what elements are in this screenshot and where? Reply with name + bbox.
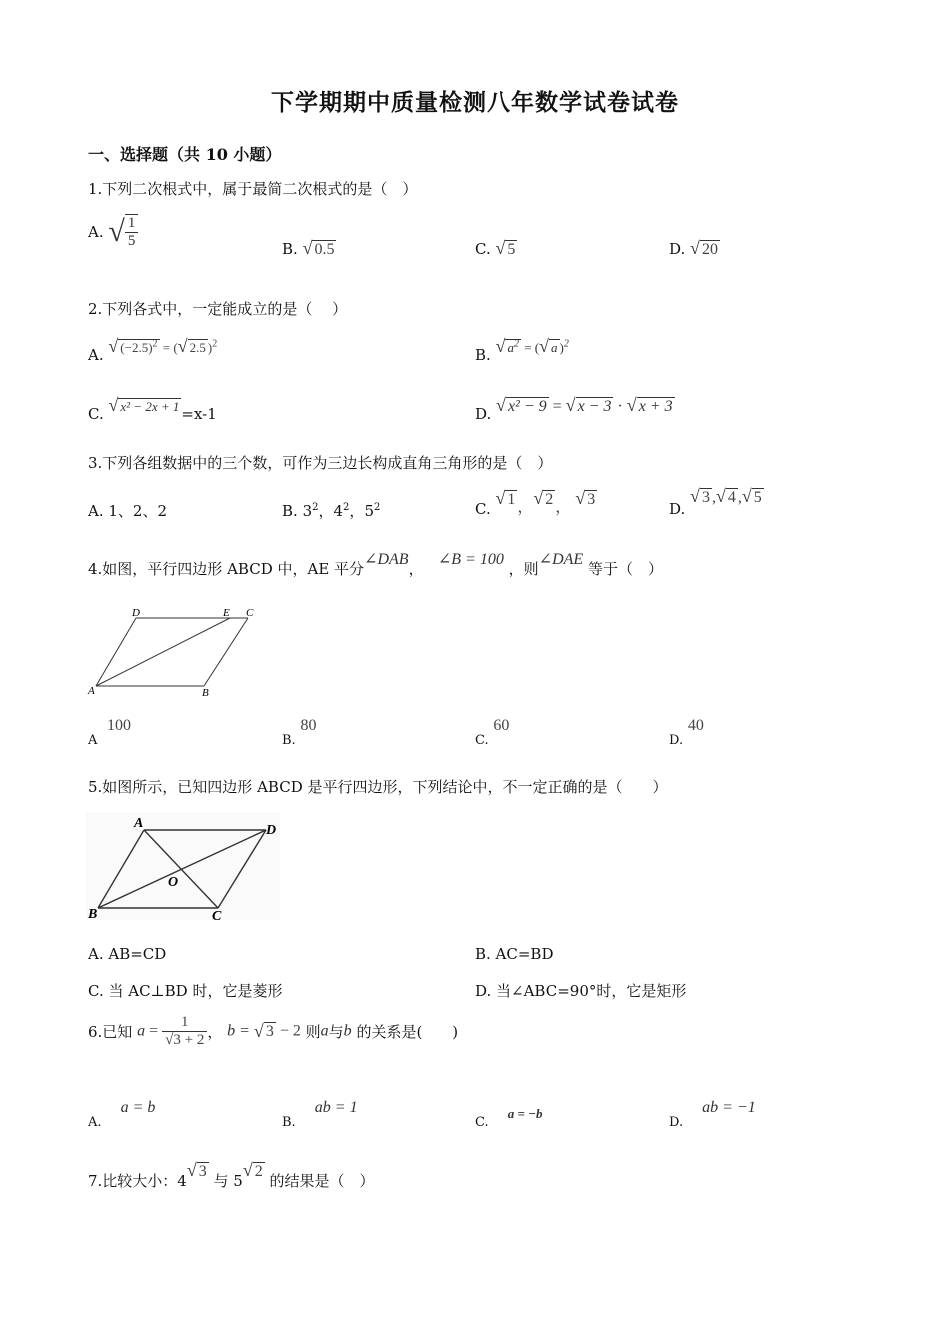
q6-b-expr: b =: [227, 1022, 254, 1040]
q6-b-option-expr: ab = 1: [314, 1099, 358, 1116]
option-label: D.: [669, 1115, 684, 1130]
q7-root-2: 2: [254, 1163, 263, 1180]
q3-c-sep1: ，: [517, 499, 534, 516]
q6-option-b[interactable]: [282, 1098, 358, 1130]
option-label: D.: [669, 240, 686, 258]
q6-frac-num: 1: [162, 1014, 207, 1032]
q4-label-a: A: [88, 685, 95, 697]
q2-option-a[interactable]: A. √ $(-2.5)^2$ = (√ 2.5 )$^2$: [88, 336, 218, 364]
option-label: B.: [282, 240, 298, 258]
q4-option-a[interactable]: [88, 716, 131, 748]
q6-stem-a: 6.已知: [88, 1023, 133, 1041]
q3-option-d[interactable]: D. √ 3 ,√ 4 ,√ 5: [669, 486, 762, 518]
q2-d-r1: x − 3: [577, 398, 612, 415]
q5-parallelogram-figure: [86, 812, 282, 922]
q1-option-c[interactable]: C. √ 5: [475, 238, 516, 258]
q1-b-value: 0.5: [314, 241, 335, 258]
q2-c-tail: =x-1: [181, 405, 217, 423]
q1-option-a[interactable]: A. √ $\frac{1}{5}$: [88, 214, 138, 250]
q4-parallelogram-figure: [84, 600, 264, 700]
q2-b-close: ): [559, 340, 564, 355]
q6-stem-d: 的关系是( ): [356, 1023, 459, 1041]
q4-label-b: B: [202, 687, 209, 699]
q2-d-dot: ·: [613, 398, 627, 415]
option-label: A.: [88, 346, 104, 364]
q7-stem-a: 7.比较大小：4: [88, 1172, 187, 1190]
q2-d-eq: =: [548, 398, 566, 415]
q5-label-o: O: [168, 875, 179, 890]
q4-angle-dab: ∠DAB: [364, 551, 409, 568]
q2-b-left: a: [507, 340, 514, 355]
option-label: D.: [669, 500, 686, 518]
q3-option-b[interactable]: B. $3^2$，$4^2$，$5^2$: [282, 502, 381, 520]
q4-stem-a: 4.如图，平行四边形 ABCD 中，AE 平分: [88, 560, 365, 578]
q2-stem: 2.下列各式中，一定能成立的是（ ）: [88, 300, 348, 318]
q6-option-a[interactable]: [88, 1098, 155, 1130]
q2-b-eq: = (: [520, 340, 540, 355]
q5-option-b[interactable]: B. AC=BD: [475, 945, 554, 963]
q4-angle-dae: ∠DAE: [538, 551, 584, 568]
q4-comma: ，: [408, 560, 424, 578]
q6-c-expr: a = −b: [507, 1106, 543, 1121]
q4-option-b[interactable]: [282, 716, 316, 748]
q6-var-a2: a: [320, 1022, 329, 1040]
q3-b-sep2: ，: [349, 502, 365, 520]
q3-d-1: 3: [701, 489, 710, 506]
q4-stem-b: ，则: [508, 560, 539, 578]
q3-b-3: 5: [364, 502, 374, 520]
q4-stem: [88, 549, 663, 579]
q6-frac-den: 3 + 2: [173, 1032, 205, 1048]
q1-c-value: 5: [507, 241, 516, 258]
q6-option-c[interactable]: [475, 1098, 543, 1130]
q3-b-1: 3: [302, 502, 313, 520]
q7-stem-b: 与 5: [213, 1172, 243, 1190]
q6-option-d[interactable]: [669, 1098, 756, 1130]
q5-label-d: D: [266, 823, 277, 838]
q3-b-2: 4: [333, 502, 344, 520]
q3-option-c[interactable]: C. √ 1 ，√ 2 ， √ 3: [475, 488, 596, 518]
q1-d-value: 20: [701, 241, 718, 258]
option-label: A.: [88, 223, 104, 241]
q6-comma: ，: [207, 1023, 223, 1041]
option-label: D.: [669, 733, 684, 748]
q3-c-2: 2: [545, 491, 554, 508]
page-title: 下学期期中质量检测八年数学试卷试卷: [271, 89, 679, 116]
q3-d-3: 5: [753, 489, 762, 506]
q4-a-value: 100: [106, 717, 131, 734]
option-label: B.: [282, 733, 296, 748]
q7-stem: 7.比较大小：4√ 3 与 5√ 2 的结果是（ ）: [88, 1160, 375, 1190]
q5-stem: 5.如图所示，已知四边形 ABCD 是平行四边形，下列结论中，不一定正确的是（ ）: [88, 778, 668, 796]
q6-var-a: a: [137, 1022, 146, 1040]
q6-b-tail: − 2: [275, 1022, 301, 1040]
q7-stem-c: 的结果是（ ）: [269, 1172, 375, 1190]
option-label: C.: [475, 733, 489, 748]
q2-option-c[interactable]: C. √ x² − 2x + 1 =x-1: [88, 395, 217, 423]
q4-d-value: 40: [687, 717, 704, 734]
option-label: D.: [475, 405, 492, 423]
q4-stem-c: 等于（ ）: [587, 560, 663, 578]
q3-d-sep1: ,: [711, 489, 716, 506]
q4-option-c[interactable]: [475, 716, 509, 748]
q6-stem: 6.已知 a = $\frac{1}{√3 + 2}$ ， b = √ 3 − 2 则a与b 的关系是( ): [88, 1014, 459, 1048]
q5-label-b: B: [88, 907, 98, 922]
q6-d-expr: ab = −1: [702, 1099, 756, 1116]
option-label: C.: [475, 240, 491, 258]
q3-option-a[interactable]: A. 1、2、2: [88, 502, 167, 520]
option-label: C.: [475, 1115, 489, 1130]
q2-b-right: a: [551, 340, 558, 355]
q5-option-a[interactable]: A. AB=CD: [88, 945, 167, 963]
q5-option-c[interactable]: C. 当 AC⊥BD 时，它是菱形: [88, 982, 283, 1000]
q6-fraction: $\frac{1}{√3 + 2}$: [162, 1014, 207, 1049]
q6-stem-b: 则: [305, 1023, 321, 1041]
q6-b-root: 3: [265, 1022, 274, 1040]
section-heading: 一、选择题（共 10 小题）: [88, 145, 282, 164]
option-label: B.: [475, 346, 491, 364]
q2-a-left: (−2.5): [120, 340, 153, 355]
q7-root-1: 3: [198, 1163, 207, 1180]
q4-label-e: E: [223, 607, 230, 619]
q2-option-b[interactable]: B. √ $a^2$ = (√ a )$^2$: [475, 336, 569, 364]
option-label: A.: [88, 1115, 102, 1130]
q3-stem: 3.下列各组数据中的三个数，可作为三边长构成直角三角形的是（ ）: [88, 454, 553, 472]
q4-label-d: D: [132, 607, 140, 619]
q3-c-sep2: ，: [555, 499, 572, 516]
q2-d-left: x² − 9: [507, 398, 547, 415]
q4-angle-b: ∠B = 100: [437, 551, 504, 568]
q2-a-eq: = (: [159, 340, 178, 355]
q2-a-right: 2.5: [189, 340, 206, 355]
q4-option-d[interactable]: [669, 716, 704, 748]
q2-option-d[interactable]: D. √ x² − 9 = √ x − 3 · √ x + 3: [475, 395, 673, 423]
option-label: A: [88, 733, 98, 748]
q2-a-close: ): [207, 340, 213, 355]
q1-stem: 1.下列二次根式中，属于最简二次根式的是（ ）: [88, 180, 418, 198]
q5-label-a: A: [134, 816, 144, 831]
q6-eq: =: [145, 1022, 163, 1040]
q4-c-value: 60: [493, 717, 510, 734]
q6-var-b: b: [343, 1022, 352, 1040]
q6-a-expr: a = b: [120, 1099, 156, 1116]
q6-stem-c: 与: [328, 1023, 344, 1041]
q2-c-radicand: x² − 2x + 1: [120, 399, 180, 414]
q5-option-d[interactable]: D. 当∠ABC=90°时，它是矩形: [475, 982, 687, 1000]
q5-figure-bg: [86, 812, 280, 920]
q1-a-numerator: 1: [125, 215, 139, 233]
option-label: B.: [282, 502, 303, 520]
q3-c-3: 3: [587, 491, 596, 508]
q3-d-sep2: ,: [737, 489, 742, 506]
q1-option-b[interactable]: B. √ 0.5: [282, 238, 335, 258]
q3-b-sep1: ，: [318, 502, 334, 520]
q2-d-r2: x + 3: [638, 398, 673, 415]
option-label: C.: [475, 500, 491, 518]
q1-option-d[interactable]: D. √ 20: [669, 238, 718, 258]
q3-c-1: 1: [507, 491, 516, 508]
q3-d-2: 4: [727, 489, 736, 506]
option-label: B.: [282, 1115, 296, 1130]
q1-a-denominator: 5: [127, 233, 136, 249]
q4-label-c: C: [246, 607, 254, 619]
option-label: C.: [88, 405, 104, 423]
q5-label-c: C: [212, 909, 222, 922]
q4-b-value: 80: [300, 717, 317, 734]
